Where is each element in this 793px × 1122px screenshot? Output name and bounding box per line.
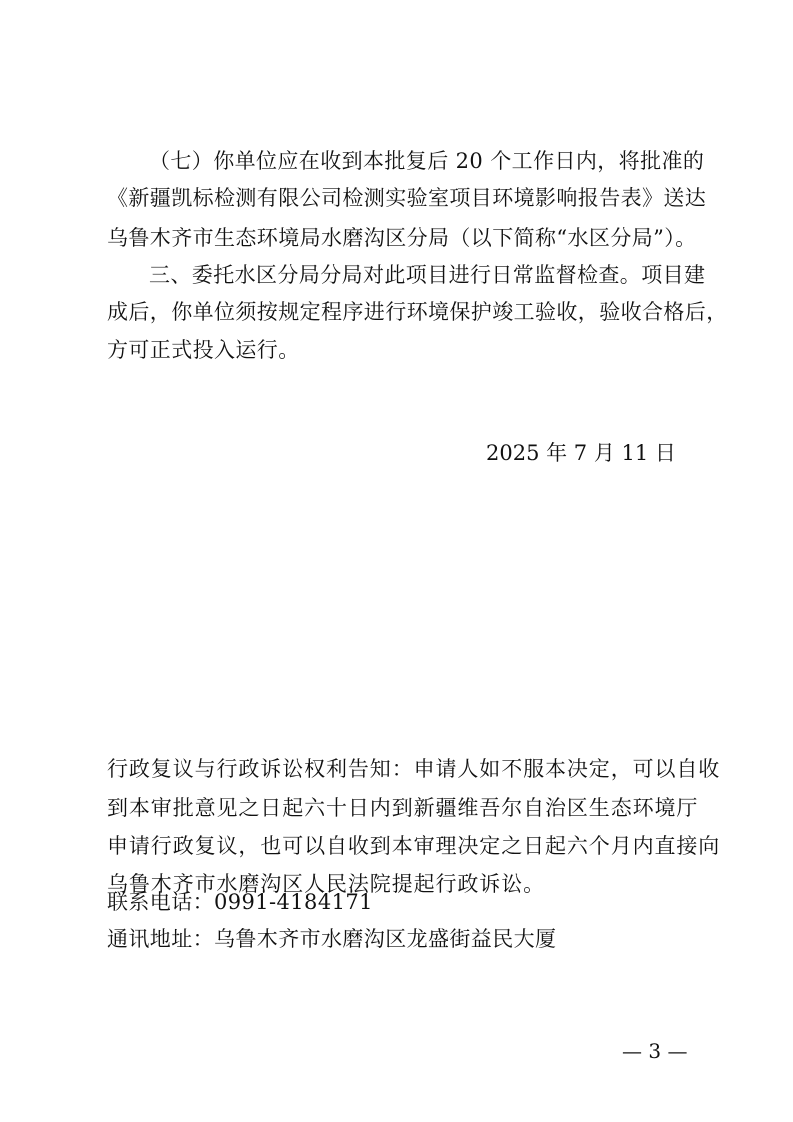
page-number: — 3 —: [622, 1039, 688, 1063]
contact-phone: 联系电话：0991-4184171: [107, 890, 373, 914]
notice-line2: 到本审批意见之日起六十日内到新疆维吾尔自治区生态环境厅: [107, 796, 699, 820]
item3-line2: 成后，你单位须按规定程序进行环境保护竣工验收，验收合格后，: [107, 300, 728, 324]
notice-line1: 行政复议与行政诉讼权利告知：申请人如不服本决定，可以自收: [107, 757, 721, 781]
item3-line1: 三、委托水区分局分局对此项目进行日常监督检查。项目建: [149, 263, 706, 287]
item3-line3: 方可正式投入运行。: [107, 338, 300, 362]
notice-line3: 申请行政复议，也可以自收到本审理决定之日起六个月内直接向: [107, 834, 721, 858]
item7-line3: 乌鲁木齐市生态环境局水磨沟区分局（以下简称“水区分局”）。: [107, 226, 697, 250]
notice-line4: 乌鲁木齐市水磨沟区人民法院提起行政诉讼。: [107, 872, 545, 896]
approval-date: 2025 年 7 月 11 日: [486, 441, 676, 465]
contact-address: 通讯地址：乌鲁木齐市水磨沟区龙盛街益民大厦: [107, 927, 557, 951]
item7-line2: 《新疆凯标检测有限公司检测实验室项目环境影响报告表》送达: [107, 186, 707, 210]
item7-line1: （七）你单位应在收到本批复后 20 个工作日内，将批准的: [149, 149, 705, 173]
